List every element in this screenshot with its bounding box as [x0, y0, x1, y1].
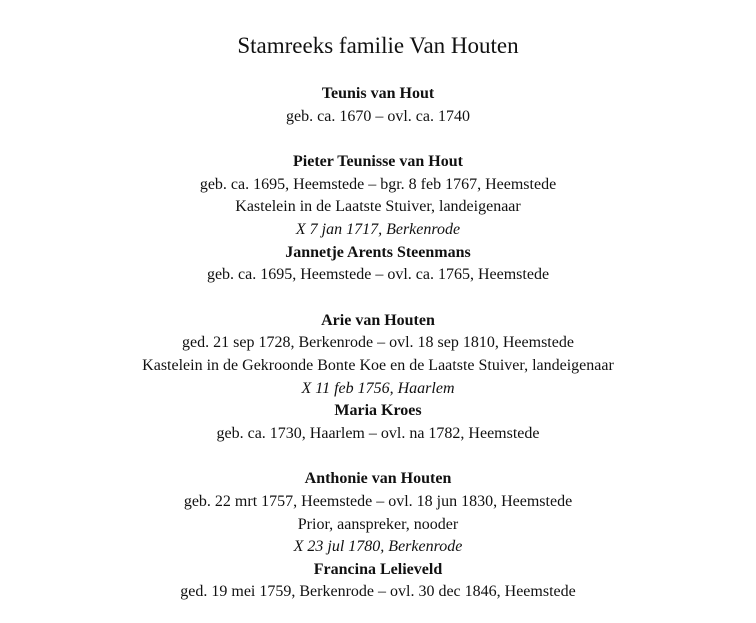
person-name: Teunis van Hout	[321, 85, 435, 102]
person-name: Arie van Houten	[321, 311, 435, 329]
generation-1	[0, 83, 756, 128]
person-life-dates: geb. ca. 1695, Heemstede – bgr. 8 feb 1767, Heemstede	[199, 175, 557, 193]
person-occupation: Kastelein in de Gekroonde Bonte Koe en de Laatste Stuiver, landeigenaar	[142, 356, 614, 374]
person-life-dates: ged. 21 sep 1728, Berkenrode – ovl. 18 sep 1810, Heemstede	[182, 334, 574, 352]
marriage-info: X 7 jan 1717, Berkenrode	[295, 220, 461, 238]
person-name: Pieter Teunisse van Hout	[293, 153, 463, 171]
marriage-info: X 23 jul 1780, Berkenrode	[293, 538, 463, 556]
person-name: Anthonie van Houten	[304, 470, 452, 488]
person-occupation: Prior, aanspreker, nooder	[297, 515, 459, 533]
spouse-life-dates: geb. ca. 1695, Heemstede – ovl. ca. 1765, Heemstede	[206, 266, 550, 284]
person-life-dates: geb. ca. 1670 – ovl. ca. 1740	[286, 107, 470, 125]
page-title: Stamreeks familie Van Houten	[237, 33, 519, 58]
spouse-life-dates: ged. 19 mei 1759, Berkenrode – ovl. 30 dec 1846, Heemstede	[180, 583, 576, 601]
spouse-life-dates: geb. ca. 1730, Haarlem – ovl. na 1782, Heemstede	[216, 424, 540, 442]
generation-4	[0, 468, 756, 604]
person-life-dates: geb. 22 mrt 1757, Heemstede – ovl. 18 jun 1830, Heemstede	[183, 492, 573, 510]
spouse-name: Jannetje Arents Steenmans	[285, 243, 471, 261]
spouse-name: Maria Kroes	[334, 402, 422, 420]
generation-2	[0, 151, 756, 287]
marriage-info: X 11 feb 1756, Haarlem	[301, 379, 455, 397]
generation-3	[0, 310, 756, 446]
title-spacer	[0, 60, 756, 83]
person-occupation: Kastelein in de Laatste Stuiver, landeigenaar	[235, 198, 521, 216]
spouse-name: Francina Lelieveld	[313, 560, 443, 578]
